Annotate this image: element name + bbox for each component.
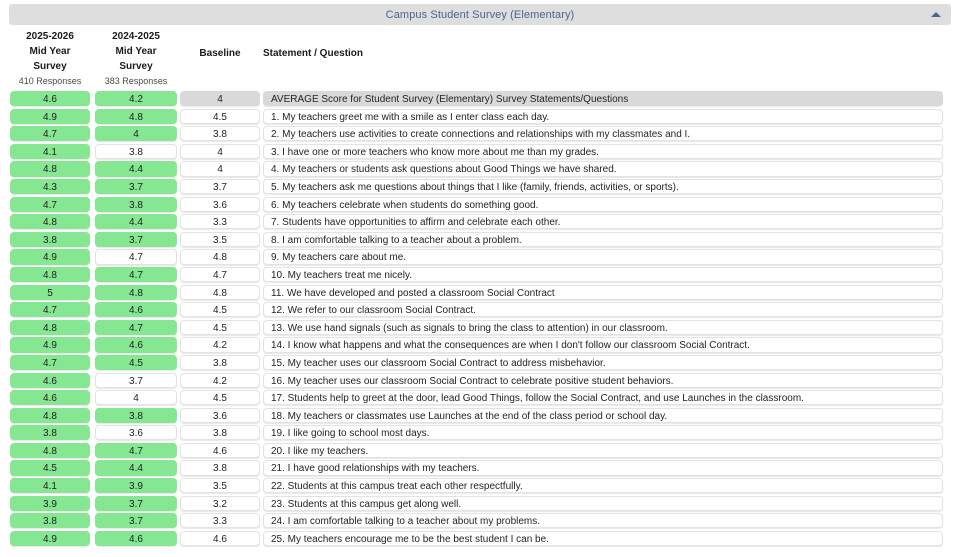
table-row bbox=[9, 407, 951, 425]
cell-prior-survey-score: 4.7 bbox=[95, 249, 177, 264]
cell-current-survey-score: 4.1 bbox=[10, 144, 90, 159]
cell-current-survey-score: 3.9 bbox=[10, 496, 90, 511]
cell-baseline-score: 4.2 bbox=[180, 337, 260, 352]
table-row bbox=[9, 424, 951, 442]
survey-results-panel bbox=[0, 4, 960, 557]
cell-prior-survey-score: 3.7 bbox=[95, 513, 177, 528]
survey-results-table bbox=[9, 90, 951, 547]
cell-statement-text: 23. Students at this campus get along well. bbox=[263, 496, 943, 511]
table-row bbox=[9, 248, 951, 266]
cell-current-survey-score: 4.8 bbox=[10, 443, 90, 458]
cell-prior-survey-score: 3.8 bbox=[95, 144, 177, 159]
table-row bbox=[9, 459, 951, 477]
column-header-response-count: 383 Responses bbox=[104, 76, 168, 86]
cell-baseline-score: 3.7 bbox=[180, 179, 260, 194]
column-header-statement bbox=[263, 28, 943, 90]
cell-prior-survey-score: 4.4 bbox=[95, 214, 177, 229]
table-row bbox=[9, 477, 951, 495]
column-header-response-count: 410 Responses bbox=[18, 76, 82, 86]
cell-statement-text: 12. We refer to our classroom Social Contract. bbox=[263, 302, 943, 317]
table-row bbox=[9, 512, 951, 530]
cell-current-survey-score: 3.8 bbox=[10, 513, 90, 528]
cell-statement-text: 24. I am comfortable talking to a teacher about my problems. bbox=[263, 513, 943, 528]
cell-prior-survey-score: 3.7 bbox=[95, 496, 177, 511]
cell-prior-survey-score: 4.7 bbox=[95, 320, 177, 335]
cell-baseline-score: 3.8 bbox=[180, 126, 260, 141]
cell-current-survey-score: 4.8 bbox=[10, 214, 90, 229]
cell-statement-text: 7. Students have opportunities to affirm and celebrate each other. bbox=[263, 214, 943, 229]
cell-baseline-score: 4 bbox=[180, 144, 260, 159]
table-row bbox=[9, 125, 951, 143]
cell-baseline-score: 3.8 bbox=[180, 355, 260, 370]
cell-baseline-score: 4.7 bbox=[180, 267, 260, 282]
cell-baseline-score: 3.2 bbox=[180, 496, 260, 511]
column-header-current-survey bbox=[10, 28, 90, 90]
cell-current-survey-score: 4.7 bbox=[10, 302, 90, 317]
cell-prior-survey-score: 4.6 bbox=[95, 302, 177, 317]
cell-baseline-score: 4.5 bbox=[180, 390, 260, 405]
cell-current-survey-score: 4.7 bbox=[10, 126, 90, 141]
cell-prior-survey-score: 4.4 bbox=[95, 460, 177, 475]
column-header-line: 2024-2025 bbox=[112, 31, 160, 42]
cell-prior-survey-score: 4 bbox=[95, 126, 177, 141]
table-row bbox=[9, 372, 951, 390]
table-row bbox=[9, 389, 951, 407]
cell-prior-survey-score: 3.8 bbox=[95, 197, 177, 212]
cell-statement-text: 16. My teacher uses our classroom Social Contract to celebrate positive student behaviors. bbox=[263, 373, 943, 388]
cell-baseline-score: 3.6 bbox=[180, 408, 260, 423]
cell-baseline-score: 4 bbox=[180, 91, 260, 106]
table-row bbox=[9, 284, 951, 302]
table-row bbox=[9, 160, 951, 178]
table-header-row bbox=[9, 28, 951, 90]
column-header-prior-survey bbox=[95, 28, 177, 90]
cell-statement-text: 14. I know what happens and what the consequences are when I don't follow our classroom Social Contract. bbox=[263, 337, 943, 352]
cell-baseline-score: 4.6 bbox=[180, 443, 260, 458]
table-row bbox=[9, 336, 951, 354]
cell-baseline-score: 4.6 bbox=[180, 531, 260, 546]
cell-prior-survey-score: 4.6 bbox=[95, 337, 177, 352]
column-header-baseline bbox=[180, 28, 260, 90]
column-header-line: Survey bbox=[33, 61, 67, 72]
cell-current-survey-score: 4.9 bbox=[10, 249, 90, 264]
table-row bbox=[9, 108, 951, 126]
cell-current-survey-score: 4.6 bbox=[10, 390, 90, 405]
column-header-line: 2025-2026 bbox=[26, 31, 74, 42]
cell-current-survey-score: 4.6 bbox=[10, 373, 90, 388]
cell-statement-text: 8. I am comfortable talking to a teacher about a problem. bbox=[263, 232, 943, 247]
cell-prior-survey-score: 4.8 bbox=[95, 109, 177, 124]
table-row bbox=[9, 301, 951, 319]
cell-current-survey-score: 4.8 bbox=[10, 320, 90, 335]
caret-up-icon[interactable] bbox=[931, 4, 941, 25]
table-row bbox=[9, 90, 951, 108]
cell-prior-survey-score: 3.7 bbox=[95, 179, 177, 194]
column-header-line: Mid Year bbox=[29, 46, 71, 57]
table-row bbox=[9, 530, 951, 548]
cell-prior-survey-score: 4.6 bbox=[95, 531, 177, 546]
cell-current-survey-score: 4.7 bbox=[10, 355, 90, 370]
table-row bbox=[9, 495, 951, 513]
cell-baseline-score: 4.2 bbox=[180, 373, 260, 388]
cell-current-survey-score: 3.8 bbox=[10, 232, 90, 247]
column-header-line: Statement / Question bbox=[263, 47, 364, 59]
cell-statement-text: 3. I have one or more teachers who know more about me than my grades. bbox=[263, 144, 943, 159]
cell-baseline-score: 4 bbox=[180, 161, 260, 176]
cell-prior-survey-score: 3.7 bbox=[95, 232, 177, 247]
cell-statement-text: 2. My teachers use activities to create connections and relationships with my classmates and I. bbox=[263, 126, 943, 141]
cell-prior-survey-score: 4.5 bbox=[95, 355, 177, 370]
cell-statement-text: 10. My teachers treat me nicely. bbox=[263, 267, 943, 282]
page-title: Campus Student Survey (Elementary) bbox=[385, 8, 575, 21]
table-row bbox=[9, 196, 951, 214]
cell-prior-survey-score: 4.7 bbox=[95, 443, 177, 458]
table-row bbox=[9, 354, 951, 372]
cell-baseline-score: 3.8 bbox=[180, 425, 260, 440]
cell-prior-survey-score: 4.4 bbox=[95, 161, 177, 176]
cell-baseline-score: 3.5 bbox=[180, 232, 260, 247]
cell-statement-text: 9. My teachers care about me. bbox=[263, 249, 943, 264]
cell-current-survey-score: 4.5 bbox=[10, 460, 90, 475]
cell-current-survey-score: 4.8 bbox=[10, 408, 90, 423]
cell-statement-text: 18. My teachers or classmates use Launches at the end of the class period or school day. bbox=[263, 408, 943, 423]
cell-baseline-score: 3.5 bbox=[180, 478, 260, 493]
cell-baseline-score: 3.3 bbox=[180, 214, 260, 229]
cell-prior-survey-score: 3.7 bbox=[95, 373, 177, 388]
cell-prior-survey-score: 3.8 bbox=[95, 408, 177, 423]
cell-prior-survey-score: 4.8 bbox=[95, 285, 177, 300]
cell-current-survey-score: 4.8 bbox=[10, 161, 90, 176]
cell-current-survey-score: 4.9 bbox=[10, 337, 90, 352]
table-row bbox=[9, 178, 951, 196]
table-row bbox=[9, 143, 951, 161]
cell-statement-text: 25. My teachers encourage me to be the best student I can be. bbox=[263, 531, 943, 546]
cell-statement-text: AVERAGE Score for Student Survey (Elementary) Survey Statements/Questions bbox=[263, 91, 943, 106]
cell-prior-survey-score: 4.7 bbox=[95, 267, 177, 282]
cell-baseline-score: 4.8 bbox=[180, 249, 260, 264]
cell-statement-text: 21. I have good relationships with my teachers. bbox=[263, 460, 943, 475]
cell-statement-text: 4. My teachers or students ask questions about Good Things we have shared. bbox=[263, 161, 943, 176]
cell-statement-text: 11. We have developed and posted a classroom Social Contract bbox=[263, 285, 943, 300]
cell-prior-survey-score: 3.9 bbox=[95, 478, 177, 493]
table-row bbox=[9, 442, 951, 460]
cell-current-survey-score: 4.3 bbox=[10, 179, 90, 194]
cell-current-survey-score: 4.9 bbox=[10, 109, 90, 124]
cell-statement-text: 19. I like going to school most days. bbox=[263, 425, 943, 440]
cell-statement-text: 6. My teachers celebrate when students do something good. bbox=[263, 197, 943, 212]
cell-baseline-score: 3.6 bbox=[180, 197, 260, 212]
cell-statement-text: 22. Students at this campus treat each other respectfully. bbox=[263, 478, 943, 493]
cell-statement-text: 13. We use hand signals (such as signals to bring the class to attention) in our classroom. bbox=[263, 320, 943, 335]
cell-current-survey-score: 4.1 bbox=[10, 478, 90, 493]
cell-baseline-score: 4.5 bbox=[180, 109, 260, 124]
cell-baseline-score: 4.5 bbox=[180, 320, 260, 335]
cell-current-survey-score: 3.8 bbox=[10, 425, 90, 440]
cell-prior-survey-score: 4.2 bbox=[95, 91, 177, 106]
cell-baseline-score: 3.3 bbox=[180, 513, 260, 528]
cell-baseline-score: 3.8 bbox=[180, 460, 260, 475]
table-row bbox=[9, 266, 951, 284]
column-header-line: Survey bbox=[119, 61, 153, 72]
cell-statement-text: 20. I like my teachers. bbox=[263, 443, 943, 458]
table-row bbox=[9, 231, 951, 249]
cell-statement-text: 5. My teachers ask me questions about things that I like (family, friends, activities, or sports). bbox=[263, 179, 943, 194]
column-header-line: Mid Year bbox=[115, 46, 157, 57]
cell-current-survey-score: 4.7 bbox=[10, 197, 90, 212]
caret-up-glyph bbox=[931, 12, 941, 17]
cell-statement-text: 17. Students help to greet at the door, lead Good Things, follow the Social Contract, and use Launches in the classroom. bbox=[263, 390, 943, 405]
cell-current-survey-score: 4.8 bbox=[10, 267, 90, 282]
cell-baseline-score: 4.8 bbox=[180, 285, 260, 300]
table-row bbox=[9, 319, 951, 337]
cell-statement-text: 15. My teacher uses our classroom Social Contract to address misbehavior. bbox=[263, 355, 943, 370]
cell-prior-survey-score: 4 bbox=[95, 390, 177, 405]
cell-current-survey-score: 4.6 bbox=[10, 91, 90, 106]
panel-title-bar[interactable] bbox=[9, 4, 951, 25]
cell-current-survey-score: 4.9 bbox=[10, 531, 90, 546]
column-header-line: Baseline bbox=[199, 47, 241, 59]
cell-current-survey-score: 5 bbox=[10, 285, 90, 300]
cell-statement-text: 1. My teachers greet me with a smile as I enter class each day. bbox=[263, 109, 943, 124]
cell-baseline-score: 4.5 bbox=[180, 302, 260, 317]
cell-prior-survey-score: 3.6 bbox=[95, 425, 177, 440]
table-row bbox=[9, 213, 951, 231]
